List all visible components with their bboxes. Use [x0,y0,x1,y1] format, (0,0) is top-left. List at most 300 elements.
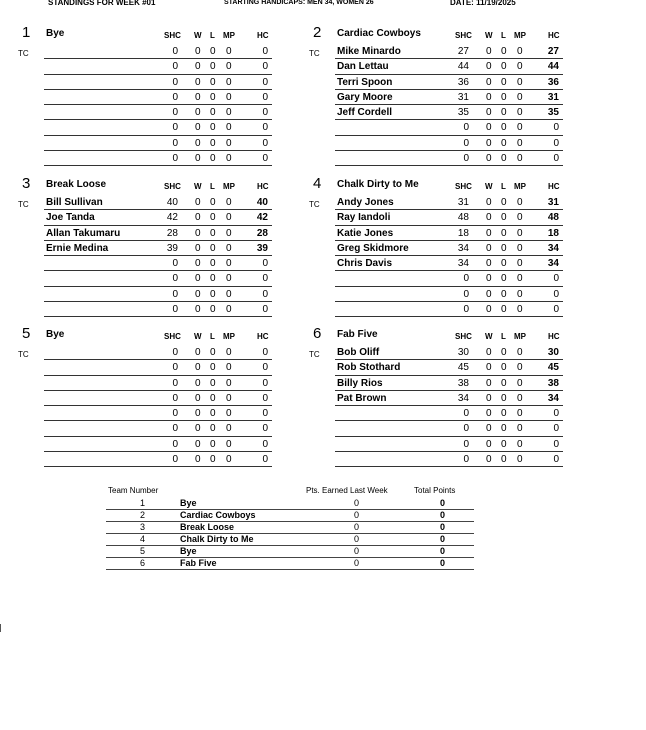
team-number: 5 [22,325,31,342]
summary-rows [106,498,474,570]
column-header-l: L [210,332,215,341]
player-mp: 0 [517,242,523,254]
summary-team-name: Cardiac Cowboys [180,510,256,520]
column-header-shc: SHC [164,332,181,341]
player-shc: 0 [463,273,469,285]
player-row [44,452,272,467]
player-wins: 0 [195,197,201,208]
player-mp: 0 [517,347,523,358]
player-losses: 0 [501,212,507,224]
column-header-shc: SHC [455,31,472,40]
player-losses: 0 [501,137,507,149]
column-header-hc: HC [257,182,269,191]
player-shc: 0 [172,347,178,358]
column-header-l: L [501,182,506,191]
player-wins: 0 [486,258,492,270]
player-losses: 0 [210,76,216,88]
player-rows [44,345,272,467]
player-losses: 0 [210,122,216,134]
player-shc: 0 [172,362,178,374]
player-name: Katie Jones [337,227,394,239]
summary-team-number: 4 [140,534,146,544]
player-wins: 0 [486,377,492,389]
summary-total-points: 0 [440,522,446,532]
player-row [44,287,272,302]
column-header-shc: SHC [455,182,472,191]
player-hc: 0 [553,304,559,316]
player-row [44,391,272,406]
player-hc: 0 [262,61,268,73]
column-header-l: L [210,182,215,191]
summary-team-number: 2 [140,510,146,520]
summary-row [106,534,474,546]
player-hc: 18 [547,227,559,239]
player-losses: 0 [210,61,216,73]
player-shc: 0 [172,258,178,270]
player-losses: 0 [501,347,507,358]
summary-team-number: 6 [140,558,146,568]
player-shc: 0 [463,153,469,165]
player-mp: 0 [517,423,523,435]
player-row [44,210,272,225]
player-wins: 0 [195,423,201,435]
player-shc: 44 [457,61,469,73]
player-losses: 0 [501,122,507,134]
summary-header-total-points: Total Points [414,486,456,495]
player-mp: 0 [517,304,523,316]
player-losses: 0 [501,227,507,239]
player-mp: 0 [226,61,232,73]
player-shc: 34 [457,242,469,254]
player-wins: 0 [195,347,201,358]
player-wins: 0 [195,273,201,285]
player-losses: 0 [501,288,507,300]
player-mp: 0 [226,153,232,165]
team-number: 2 [313,24,322,41]
player-hc: 0 [262,46,268,57]
player-shc: 0 [172,153,178,165]
player-shc: 0 [463,423,469,435]
player-hc: 34 [547,392,559,404]
player-mp: 0 [517,227,523,239]
player-row [335,90,563,105]
player-hc: 0 [553,423,559,435]
team-name: Fab Five [337,329,378,340]
page-title: STANDINGS FOR WEEK #01 [48,0,156,7]
player-wins: 0 [486,212,492,224]
player-shc: 40 [166,197,178,208]
player-mp: 0 [226,258,232,270]
player-shc: 0 [463,288,469,300]
player-shc: 31 [457,197,469,208]
player-rows [335,44,563,166]
player-rows [44,195,272,317]
player-hc: 36 [547,76,559,88]
player-row [335,151,563,166]
player-hc: 44 [547,61,559,73]
player-shc: 0 [172,288,178,300]
player-wins: 0 [486,227,492,239]
player-mp: 0 [226,197,232,208]
player-shc: 0 [463,408,469,420]
player-losses: 0 [210,107,216,119]
column-header-l: L [501,332,506,341]
player-row [44,360,272,375]
tc-label: TC [309,200,320,209]
column-header-hc: HC [257,332,269,341]
summary-team-name: Bye [180,546,197,556]
player-wins: 0 [195,227,201,239]
player-mp: 0 [517,273,523,285]
player-mp: 0 [517,197,523,208]
player-row [44,195,272,210]
player-losses: 0 [501,197,507,208]
player-mp: 0 [226,408,232,420]
player-name: Bill Sullivan [46,197,103,208]
player-mp: 0 [517,122,523,134]
player-hc: 27 [547,46,559,57]
column-header-hc: HC [257,31,269,40]
player-name: Gary Moore [337,91,393,103]
summary-header-team-number: Team Number [108,486,159,495]
player-losses: 0 [501,242,507,254]
player-wins: 0 [486,273,492,285]
player-name: Ray Iandoli [337,212,391,224]
player-losses: 0 [210,273,216,285]
player-shc: 0 [172,107,178,119]
player-row [335,302,563,317]
player-shc: 0 [463,438,469,450]
player-hc: 0 [262,153,268,165]
player-wins: 0 [195,212,201,224]
player-name: Pat Brown [337,392,387,404]
column-header-shc: SHC [164,182,181,191]
player-losses: 0 [210,258,216,270]
player-hc: 35 [547,107,559,119]
player-mp: 0 [226,242,232,254]
player-row [335,195,563,210]
player-losses: 0 [501,392,507,404]
column-header-w: W [485,182,493,191]
player-wins: 0 [486,408,492,420]
team-name: Bye [46,28,65,39]
player-shc: 0 [463,304,469,316]
player-shc: 0 [172,438,178,450]
player-losses: 0 [501,153,507,165]
player-hc: 0 [262,107,268,119]
player-shc: 0 [172,423,178,435]
player-name: Jeff Cordell [337,107,393,119]
column-header-w: W [485,332,493,341]
player-mp: 0 [226,423,232,435]
team-number: 6 [313,325,322,342]
player-hc: 0 [553,122,559,134]
player-row [335,391,563,406]
player-row [335,437,563,452]
player-mp: 0 [517,153,523,165]
player-losses: 0 [210,137,216,149]
player-wins: 0 [195,242,201,254]
player-hc: 0 [262,137,268,149]
team-block [309,325,571,466]
player-row [335,406,563,421]
player-hc: 42 [256,212,268,224]
team-block [309,24,571,165]
player-wins: 0 [195,76,201,88]
player-row [44,345,272,360]
player-shc: 35 [457,107,469,119]
player-hc: 0 [553,438,559,450]
player-shc: 48 [457,212,469,224]
player-mp: 0 [226,304,232,316]
player-row [335,59,563,74]
player-row [335,44,563,59]
player-mp: 0 [226,347,232,358]
player-mp: 0 [226,91,232,103]
player-mp: 0 [517,288,523,300]
player-row [335,421,563,436]
player-shc: 34 [457,392,469,404]
player-losses: 0 [501,362,507,374]
player-mp: 0 [517,91,523,103]
column-header-mp: MP [514,182,526,191]
player-shc: 31 [457,91,469,103]
player-losses: 0 [501,423,507,435]
column-header-w: W [485,31,493,40]
player-wins: 0 [195,61,201,73]
column-header-shc: SHC [164,31,181,40]
column-header-w: W [194,332,202,341]
player-shc: 0 [172,408,178,420]
player-losses: 0 [210,242,216,254]
player-mp: 0 [226,273,232,285]
player-wins: 0 [486,153,492,165]
player-wins: 0 [486,242,492,254]
player-rows [44,44,272,166]
player-row [335,256,563,271]
player-wins: 0 [486,61,492,73]
player-shc: 39 [166,242,178,254]
player-hc: 34 [547,258,559,270]
player-mp: 0 [226,137,232,149]
summary-pts-last-week: 0 [354,534,360,544]
player-mp: 0 [517,137,523,149]
player-shc: 0 [172,122,178,134]
player-wins: 0 [195,122,201,134]
player-losses: 0 [210,288,216,300]
player-losses: 0 [210,454,216,466]
player-hc: 0 [553,137,559,149]
player-shc: 0 [172,46,178,57]
player-losses: 0 [501,377,507,389]
player-losses: 0 [210,392,216,404]
player-hc: 0 [553,288,559,300]
player-mp: 0 [226,288,232,300]
player-losses: 0 [210,362,216,374]
player-mp: 0 [226,362,232,374]
standings-date: DATE: 11/19/2025 [450,0,516,7]
player-hc: 0 [553,153,559,165]
player-wins: 0 [195,153,201,165]
player-mp: 0 [517,392,523,404]
player-mp: 0 [226,46,232,57]
player-row [44,75,272,90]
player-hc: 0 [262,392,268,404]
player-losses: 0 [501,408,507,420]
player-mp: 0 [517,377,523,389]
player-row [44,302,272,317]
player-hc: 0 [262,438,268,450]
player-losses: 0 [210,197,216,208]
column-header-shc: SHC [455,332,472,341]
summary-pts-last-week: 0 [354,558,360,568]
player-losses: 0 [501,91,507,103]
team-block [18,175,280,316]
player-row [44,271,272,286]
team-block [309,175,571,316]
margin-mark [0,624,1,632]
player-losses: 0 [210,408,216,420]
player-name: Bob Oliff [337,347,380,358]
player-losses: 0 [501,76,507,88]
player-shc: 0 [172,392,178,404]
player-row [44,376,272,391]
player-mp: 0 [517,46,523,57]
player-hc: 40 [256,197,268,208]
player-wins: 0 [195,107,201,119]
tc-label: TC [309,350,320,359]
column-header-mp: MP [223,182,235,191]
player-hc: 28 [256,227,268,239]
player-wins: 0 [486,392,492,404]
player-row [44,421,272,436]
column-header-mp: MP [223,31,235,40]
player-rows [335,195,563,317]
player-shc: 28 [166,227,178,239]
summary-total-points: 0 [440,498,446,508]
player-row [335,105,563,120]
player-mp: 0 [226,377,232,389]
player-mp: 0 [226,438,232,450]
player-mp: 0 [517,212,523,224]
player-losses: 0 [210,377,216,389]
player-shc: 0 [463,122,469,134]
player-mp: 0 [226,454,232,466]
player-hc: 45 [547,362,559,374]
player-name: Mike Minardo [337,46,401,57]
summary-team-name: Break Loose [180,522,235,532]
summary-row [106,522,474,534]
player-hc: 31 [547,197,559,208]
player-mp: 0 [517,454,523,466]
player-row [44,59,272,74]
player-shc: 0 [172,454,178,466]
player-losses: 0 [210,153,216,165]
player-hc: 0 [553,408,559,420]
summary-team-name: Chalk Dirty to Me [180,534,254,544]
player-losses: 0 [501,454,507,466]
player-rows [335,345,563,467]
player-name: Joe Tanda [46,212,95,224]
player-hc: 0 [262,122,268,134]
summary-row [106,498,474,510]
player-shc: 36 [457,76,469,88]
summary-header-pts-last-week: Pts. Earned Last Week [306,486,388,495]
player-wins: 0 [195,46,201,57]
player-mp: 0 [226,76,232,88]
player-wins: 0 [195,362,201,374]
player-shc: 0 [172,273,178,285]
player-shc: 0 [463,454,469,466]
team-name: Cardiac Cowboys [337,28,421,39]
player-name: Chris Davis [337,258,393,270]
tc-label: TC [309,49,320,58]
player-wins: 0 [486,438,492,450]
player-mp: 0 [517,258,523,270]
player-wins: 0 [486,304,492,316]
column-header-hc: HC [548,182,560,191]
summary-total-points: 0 [440,510,446,520]
player-row [335,136,563,151]
team-block [18,325,280,466]
player-row [44,105,272,120]
player-losses: 0 [210,227,216,239]
player-losses: 0 [210,347,216,358]
player-wins: 0 [195,258,201,270]
column-header-mp: MP [514,31,526,40]
player-losses: 0 [501,273,507,285]
player-wins: 0 [486,122,492,134]
player-wins: 0 [486,197,492,208]
player-wins: 0 [486,454,492,466]
summary-row [106,558,474,570]
player-shc: 38 [457,377,469,389]
player-row [44,120,272,135]
player-mp: 0 [226,122,232,134]
player-hc: 0 [262,91,268,103]
summary-total-points: 0 [440,534,446,544]
player-wins: 0 [195,377,201,389]
summary-total-points: 0 [440,558,446,568]
player-shc: 0 [172,61,178,73]
team-number: 4 [313,175,322,192]
player-shc: 18 [457,227,469,239]
player-name: Allan Takumaru [46,227,121,239]
player-hc: 39 [256,242,268,254]
summary-pts-last-week: 0 [354,510,360,520]
player-shc: 0 [172,137,178,149]
summary-row [106,546,474,558]
player-losses: 0 [501,61,507,73]
player-wins: 0 [195,408,201,420]
player-hc: 34 [547,242,559,254]
player-shc: 0 [172,76,178,88]
summary-team-name: Fab Five [180,558,217,568]
player-row [335,345,563,360]
player-shc: 0 [172,304,178,316]
player-hc: 0 [262,377,268,389]
player-wins: 0 [195,288,201,300]
player-shc: 45 [457,362,469,374]
player-wins: 0 [486,46,492,57]
player-wins: 0 [195,438,201,450]
player-wins: 0 [486,362,492,374]
player-name: Dan Lettau [337,61,389,73]
player-mp: 0 [517,61,523,73]
player-wins: 0 [486,91,492,103]
player-wins: 0 [195,454,201,466]
player-name: Ernie Medina [46,242,109,254]
